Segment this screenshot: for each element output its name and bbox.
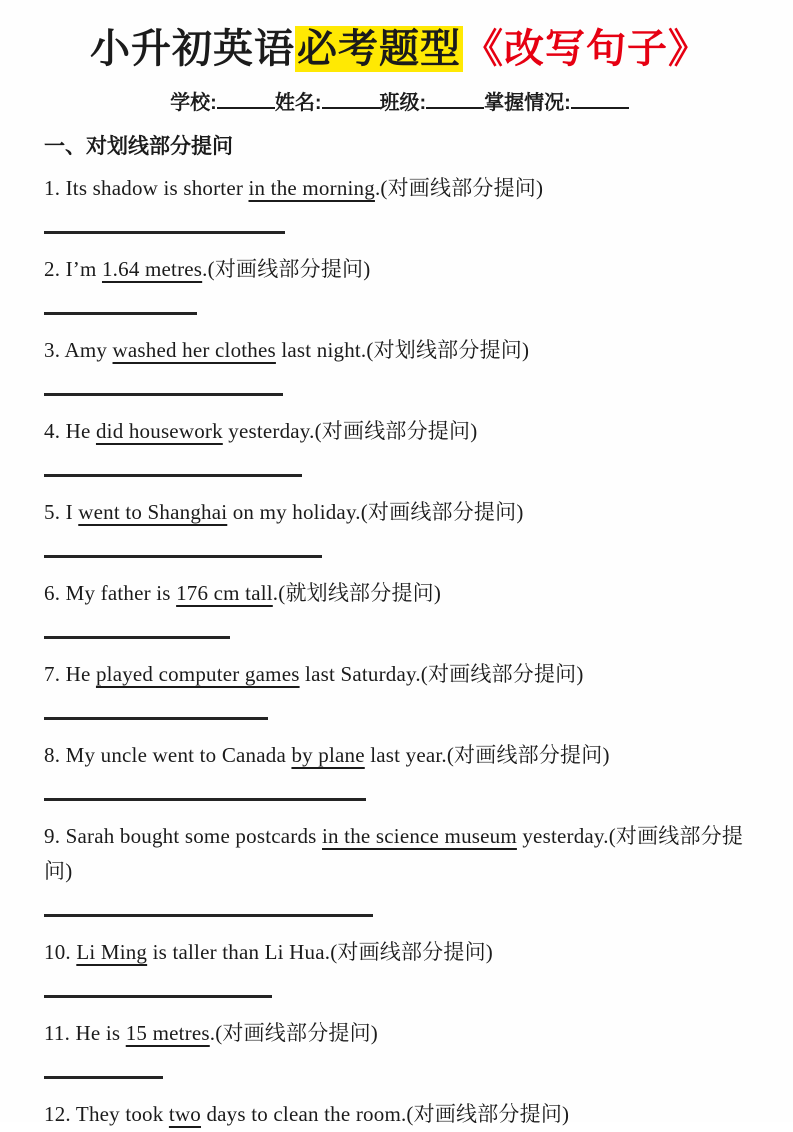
question-sentence <box>44 819 755 889</box>
underlined-segment: 15 metres <box>125 1021 210 1045</box>
answer-blank-line <box>44 231 285 234</box>
title-highlighted-text: 必考题型 <box>297 27 461 71</box>
underlined-segment: 1.64 metres <box>101 257 203 281</box>
text-segment: He is <box>75 1021 126 1045</box>
question-item <box>44 252 755 315</box>
text-segment: days to clean the room.(对画线部分提问) <box>201 1102 570 1126</box>
answer-blank-line <box>44 995 272 998</box>
item-number: 2. <box>44 257 66 281</box>
question-item <box>44 333 755 396</box>
question-sentence <box>44 414 755 449</box>
answer-blank-line <box>44 636 230 639</box>
text-segment: is taller than Li Hua.(对画线部分提问) <box>147 940 493 964</box>
item-number: 7. <box>44 662 66 686</box>
text-segment: yesterday.(对画线部分提问) <box>44 824 744 883</box>
item-number: 12. <box>44 1102 76 1126</box>
question-item <box>44 1097 755 1132</box>
item-number: 6. <box>44 581 66 605</box>
question-sentence <box>44 657 755 692</box>
name-label: 姓名: <box>274 92 322 114</box>
question-sentence <box>44 495 755 530</box>
underlined-segment: went to Shanghai <box>78 500 228 524</box>
item-number: 3. <box>44 338 65 362</box>
text-segment: .(对画线部分提问) <box>202 257 371 281</box>
question-item <box>44 1016 755 1079</box>
underlined-segment: in the morning <box>248 176 375 200</box>
text-segment: on my holiday.(对画线部分提问) <box>227 500 524 524</box>
text-segment: last Saturday.(对画线部分提问) <box>299 662 584 686</box>
student-info-line <box>44 87 755 117</box>
question-item <box>44 576 755 639</box>
question-item <box>44 819 755 917</box>
question-sentence <box>44 1016 755 1051</box>
underlined-segment: Li Ming <box>76 940 148 964</box>
question-item <box>44 657 755 720</box>
text-segment: last year.(对画线部分提问) <box>364 743 610 767</box>
text-segment: He <box>65 419 96 443</box>
question-sentence <box>44 333 755 368</box>
text-segment: last night.(对划线部分提问) <box>275 338 530 362</box>
underlined-segment: 176 cm tall <box>176 581 273 605</box>
question-item <box>44 738 755 801</box>
text-segment: .(对画线部分提问) <box>209 1021 379 1045</box>
item-number: 11. <box>44 1021 76 1045</box>
question-sentence <box>44 1097 755 1132</box>
page-title <box>44 24 755 74</box>
question-sentence <box>44 252 755 287</box>
text-segment: My uncle went to Canada <box>65 743 292 767</box>
text-segment: Sarah bought some postcards <box>65 824 322 848</box>
item-number: 8. <box>44 743 66 767</box>
underlined-segment: two <box>168 1102 202 1126</box>
item-number: 9. <box>44 824 66 848</box>
text-segment: He <box>65 662 96 686</box>
underlined-segment: by plane <box>291 743 365 767</box>
item-number: 10. <box>44 940 77 964</box>
text-segment: My father is <box>65 581 177 605</box>
answer-blank-line <box>44 1076 163 1079</box>
class-blank-line <box>426 87 484 109</box>
underlined-segment: played computer games <box>95 662 300 686</box>
answer-blank-line <box>44 717 268 720</box>
text-segment: Its shadow is shorter <box>65 176 249 200</box>
question-sentence <box>44 738 755 773</box>
title-bracketed-text: 《改写句子》 <box>463 27 709 71</box>
text-segment: They took <box>75 1102 169 1126</box>
answer-blank-line <box>44 798 366 801</box>
school-label: 学校: <box>170 92 217 114</box>
underlined-segment: did housework <box>95 419 223 443</box>
question-item <box>44 935 755 998</box>
mastery-blank-line <box>571 87 629 109</box>
name-blank-line <box>322 87 380 109</box>
question-item <box>44 495 755 558</box>
text-segment: Amy <box>64 338 113 362</box>
item-number: 1. <box>44 176 66 200</box>
text-segment: yesterday.(对画线部分提问) <box>222 419 478 443</box>
mastery-label: 掌握情况: <box>484 92 571 114</box>
underlined-segment: washed her clothes <box>112 338 276 362</box>
title-plain-text: 小升初英语 <box>90 27 295 71</box>
answer-blank-line <box>44 393 283 396</box>
question-item <box>44 414 755 477</box>
text-segment: .(对画线部分提问) <box>374 176 544 200</box>
question-sentence <box>44 576 755 611</box>
text-segment: I’m <box>65 257 102 281</box>
text-segment: I <box>65 500 79 524</box>
class-label: 班级: <box>379 92 427 114</box>
section-heading: 一、对划线部分提问 <box>44 135 233 158</box>
question-sentence <box>44 935 755 970</box>
question-item <box>44 171 755 234</box>
underlined-segment: in the science museum <box>322 824 517 848</box>
question-list <box>44 171 755 1132</box>
answer-blank-line <box>44 312 197 315</box>
answer-blank-line <box>44 914 373 917</box>
item-number: 4. <box>44 419 66 443</box>
question-sentence <box>44 171 755 206</box>
answer-blank-line <box>44 555 322 558</box>
item-number: 5. <box>44 500 66 524</box>
text-segment: .(就划线部分提问) <box>272 581 442 605</box>
school-blank-line <box>217 87 275 109</box>
answer-blank-line <box>44 474 302 477</box>
